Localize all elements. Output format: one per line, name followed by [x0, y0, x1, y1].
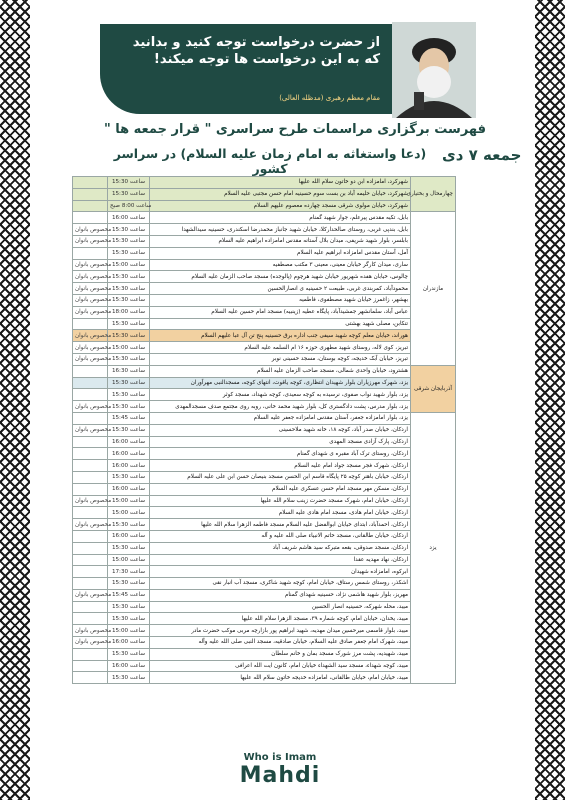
row-audience: [73, 188, 108, 200]
row-time: ساعت 15:30: [108, 613, 150, 625]
row-audience: [73, 660, 108, 672]
row-time: ساعت 15:00: [108, 625, 150, 637]
row-audience: [73, 436, 108, 448]
schedule-row: [73, 554, 456, 566]
row-location: بهشهر، زاغمرز خیابان شهید مصطفوی، فاطمیه: [150, 294, 411, 306]
row-location: یزد، بلوار شهید نواب صفوی، نرسیده به کوچه سعیدی، کوچه شهداد، مسجد کوثر: [150, 389, 411, 401]
row-location: میبد، بلوار قاسمی میرحسین میدان مهدیه، شهید ابراهیم پور بازارچه مربی موکب حضرت مادر: [150, 625, 411, 637]
province-cell: مازندران: [411, 212, 456, 365]
row-location: اردکان، خیابان امام، شهرک مسجد حضرت زینب سلام الله علیها: [150, 495, 411, 507]
province-cell: یزد: [411, 412, 456, 683]
row-time: ساعت 15:30: [108, 177, 150, 189]
schedule-row: [73, 471, 456, 483]
row-location: اردکان، خیابان طالقانی، مسجد خاتم الانبیاء صلی الله علیه و آله: [150, 530, 411, 542]
schedule-row: [73, 436, 456, 448]
quote-banner: [100, 24, 472, 114]
row-time: ساعت 16:30: [108, 365, 150, 377]
schedule-row: [73, 318, 456, 330]
row-audience: مخصوص بانوان: [73, 283, 108, 295]
row-audience: مخصوص بانوان: [73, 625, 108, 637]
row-time: ساعت 15:30: [108, 188, 150, 200]
row-time: ساعت 15:30: [108, 389, 150, 401]
row-time: ساعت 15:30: [108, 578, 150, 590]
row-location: هوراند، خیابان معلم کوچه شهید سیفی جنب اداره برق حسینیه پنج تن آل عبا علیهم السلام: [150, 330, 411, 342]
schedule-row: [73, 330, 456, 342]
row-location: میبد، کوچه شهداء، مسجد سید الشهداء خیابان امام، کانون ایت الله اعرافی: [150, 660, 411, 672]
row-audience: [73, 530, 108, 542]
row-time: ساعت 15:30: [108, 471, 150, 483]
row-time: ساعت 15:00: [108, 554, 150, 566]
schedule-row: [73, 365, 456, 377]
row-time: ساعت 15:45: [108, 589, 150, 601]
event-date: جمعه ۷ دی: [442, 146, 522, 164]
schedule-row: [73, 625, 456, 637]
row-audience: مخصوص بانوان: [73, 259, 108, 271]
row-audience: مخصوص بانوان: [73, 353, 108, 365]
page-title: فهرست برگزاری مراسمات طرح سراسری " قرار جمعه ها ": [103, 122, 487, 137]
schedule-row: [73, 542, 456, 554]
row-audience: [73, 389, 108, 401]
row-audience: مخصوص بانوان: [73, 294, 108, 306]
schedule-row: [73, 589, 456, 601]
row-audience: [73, 542, 108, 554]
row-time: ساعت 15:30: [108, 294, 150, 306]
row-location: تبریز، خیابان آبک خدیجه، کوچه بوستان، مسجد حسینی نوبر: [150, 353, 411, 365]
who-is-imam-mahdi-logo: [220, 752, 340, 792]
schedule-row: [73, 660, 456, 672]
row-audience: [73, 507, 108, 519]
row-audience: مخصوص بانوان: [73, 306, 108, 318]
row-time: ساعت 15:30: [108, 353, 150, 365]
row-time: ساعت 16:00: [108, 460, 150, 472]
row-time: ساعت 15:00: [108, 342, 150, 354]
row-time: ساعت 15:30: [108, 283, 150, 295]
row-time: ساعت 15:30: [108, 330, 150, 342]
row-time: ساعت 15:45: [108, 412, 150, 424]
row-location: میبد، شهیدیه، پشت مرز شورک مسجد بمان و خانم سلطان: [150, 648, 411, 660]
row-location: شهرکرد، خیابان حلیمه آباد بن بست سوم حسینیه امام حسن مجتبی علیه السلام: [150, 188, 411, 200]
quote-text: [120, 34, 380, 68]
row-location: ساری، میدان کارگر خیابان معینی، معینی ۳ مکتب مصطفیه: [150, 259, 411, 271]
quote-line-2: که به این درخواست ها توجه میکند!: [153, 52, 380, 67]
schedule-row: [73, 448, 456, 460]
row-location: اردکان، خیابان صدر آباد، کوچه ۱۸، خانه شهید ملاحسینی: [150, 424, 411, 436]
schedule-row: [73, 672, 456, 684]
row-time: ساعت 16:00: [108, 448, 150, 460]
row-time: ساعت 15:00: [108, 495, 150, 507]
row-location: اردکان، احمدآباد، ابتدای خیابان ابوالفضل علیه السلام مسجد فاطمه الزهرا سلام الله علیها: [150, 519, 411, 531]
schedule-row: [73, 306, 456, 318]
schedule-row: [73, 259, 456, 271]
schedule-row: [73, 613, 456, 625]
row-location: چالوس، خیابان هفده شهریور خیابان شهید هرچوم (پالوجده) مسجد صاحب الزمان علیه السلام: [150, 271, 411, 283]
row-audience: مخصوص بانوان: [73, 424, 108, 436]
row-time: ساعت 16:00: [108, 530, 150, 542]
row-time: ساعت 16:00: [108, 660, 150, 672]
schedule-row: [73, 389, 456, 401]
quote-line-1: از حضرت درخواست توجه کنید و بدانید: [132, 35, 380, 50]
row-time: ساعت 15:30: [108, 424, 150, 436]
keffiyeh-border-left: [0, 0, 30, 800]
row-time: ساعت 15:30: [108, 519, 150, 531]
row-location: اشکذر، روستای شمس رستاق، خیابان امام، کوچه شهید شاکری، مسجد آب انبار نقی: [150, 578, 411, 590]
schedule-row: [73, 412, 456, 424]
row-location: شهرکرد، خیابان مولوی شرقی مسجد چهارده معصوم علیهم السلام: [150, 200, 411, 212]
row-location: محمودآباد، کمربندی غربی، طبیعت ۲ حسینیه ی انصارالحسین: [150, 283, 411, 295]
row-location: یزد، بلوار مدرس، پشت دادگستری کل، بلوار شهید محمد خانی، روبه روی مجتمع صدف مسجدالمهدی: [150, 401, 411, 413]
row-location: عباس آباد، سلمانشهر جمشیدآباد، پایگاه عطیه (زینبیه) مسجد امام حسین علیه السلام: [150, 306, 411, 318]
row-audience: [73, 578, 108, 590]
schedule-row: [73, 401, 456, 413]
row-location: بابلسر، بلوار شهید شریفی، میدان بلال آستانه مقدس امامزاده ابراهیم علیه السلام: [150, 235, 411, 247]
quote-source: مقام معظم رهبری (مدظله العالی): [279, 94, 380, 102]
row-audience: [73, 318, 108, 330]
row-audience: مخصوص بانوان: [73, 235, 108, 247]
schedule-row: [73, 601, 456, 613]
row-audience: [73, 212, 108, 224]
row-audience: مخصوص بانوان: [73, 401, 108, 413]
row-time: ساعت 15:00: [108, 259, 150, 271]
row-location: هشترود، خیابان واحدی شمالی، مسجد صاحب الزمان علیه السلام: [150, 365, 411, 377]
row-location: شهرکرد، امامزاده ابن دو خاتون سلام الله علیها: [150, 177, 411, 189]
row-location: بابل، تکیه مقدس پیرعلم، جوار شهید گمنام: [150, 212, 411, 224]
row-audience: [73, 365, 108, 377]
page-subtitle: (دعا واستغاثه به امام زمان علیه السلام) در سراسر کشور: [113, 146, 427, 176]
row-time: ساعت 8:00 صبح: [108, 200, 150, 212]
keffiyeh-border-right: [535, 0, 565, 800]
row-audience: [73, 247, 108, 259]
row-location: اردکان، خیابان امام هادی، مسجد امام هادی علیه السلام: [150, 507, 411, 519]
row-time: ساعت 15:30: [108, 247, 150, 259]
logo-line-2: Mahdi: [239, 763, 321, 788]
row-time: ساعت 15:30: [108, 224, 150, 236]
schedule-row: [73, 578, 456, 590]
row-audience: مخصوص بانوان: [73, 342, 108, 354]
row-time: ساعت 16:00: [108, 483, 150, 495]
row-time: ساعت 16:00: [108, 637, 150, 649]
row-location: بابل، بندپی غربی، روستای صالحدارکلا، خیابان شهید جانباز محمدرضا اسکندری، حسینیه سیدالشهدا: [150, 224, 411, 236]
row-time: ساعت 15:30: [108, 601, 150, 613]
row-time: ساعت 16:00: [108, 436, 150, 448]
schedule-row: [73, 247, 456, 259]
schedule-row: [73, 283, 456, 295]
leader-portrait: [392, 22, 476, 118]
province-cell: آذربایجان شرقی: [411, 365, 456, 412]
row-location: میبد، یخدان، خیابان امام، کوچه شماره ۳۹، مسجد الزهرا سلام الله علیها: [150, 613, 411, 625]
schedule-table: [72, 176, 456, 684]
row-location: یزد، بلوار امامزاده جعفر، آستان مقدس امامزاده جعفر علیه السلام: [150, 412, 411, 424]
row-time: ساعت 15:30: [108, 542, 150, 554]
schedule-row: [73, 235, 456, 247]
row-time: ساعت 15:30: [108, 377, 150, 389]
row-time: ساعت 15:30: [108, 672, 150, 684]
schedule-row: [73, 342, 456, 354]
schedule-row: [73, 648, 456, 660]
row-time: ساعت 15:30: [108, 318, 150, 330]
row-audience: [73, 460, 108, 472]
row-time: ساعت 15:30: [108, 235, 150, 247]
schedule-row: [73, 188, 456, 200]
schedule-row: [73, 200, 456, 212]
row-time: ساعت 15:30: [108, 271, 150, 283]
row-time: ساعت 15:30: [108, 648, 150, 660]
row-audience: مخصوص بانوان: [73, 224, 108, 236]
province-cell: چهارمحال و بختیاری: [411, 177, 456, 212]
row-audience: [73, 483, 108, 495]
row-audience: [73, 200, 108, 212]
logo-line-1: Who is Imam: [243, 752, 317, 763]
schedule-row: [73, 377, 456, 389]
schedule-row: [73, 177, 456, 189]
row-location: میبد، خیابان امام، خیابان طالقانی، امامزاده خدیجه خاتون سلام الله علیها: [150, 672, 411, 684]
schedule-row: [73, 212, 456, 224]
row-audience: مخصوص بانوان: [73, 271, 108, 283]
row-audience: مخصوص بانوان: [73, 330, 108, 342]
schedule-row: [73, 507, 456, 519]
row-location: میبد، محله شهرکه، حسینیه انصار الحسین: [150, 601, 411, 613]
row-audience: مخصوص بانوان: [73, 495, 108, 507]
row-location: تنکابن، مصلی شهید بهشتی: [150, 318, 411, 330]
row-audience: مخصوص بانوان: [73, 519, 108, 531]
schedule-row: [73, 353, 456, 365]
schedule-row: [73, 460, 456, 472]
row-location: میبد، شهرک امام جعفر صادق علیه السلام، خیابان صادقیه، مسجد النبی صلی الله علیه وآله: [150, 637, 411, 649]
row-location: اردکان، مسجد صدوقی، بقعه متبرکه سید هاشم شریف آباد: [150, 542, 411, 554]
row-time: ساعت 18:00: [108, 306, 150, 318]
row-location: اردکان، شهرک فجر مسجد جواد امام علیه السلام: [150, 460, 411, 472]
schedule-row: [73, 294, 456, 306]
schedule-row: [73, 566, 456, 578]
row-audience: [73, 566, 108, 578]
row-location: ابرکوه، امامزاده شهیدان: [150, 566, 411, 578]
row-audience: [73, 613, 108, 625]
row-audience: [73, 554, 108, 566]
row-time: ساعت 15:30: [108, 401, 150, 413]
row-audience: [73, 412, 108, 424]
row-location: اردکان، پارک آزادی مسجد المهدی: [150, 436, 411, 448]
schedule-row: [73, 495, 456, 507]
schedule-row: [73, 224, 456, 236]
row-location: اردکان، مسکن مهر مسجد امام حسن عسکری علیه السلام: [150, 483, 411, 495]
schedule-row: [73, 519, 456, 531]
row-audience: مخصوص بانوان: [73, 589, 108, 601]
row-location: اردکان، نهاد مهدیه عقدا: [150, 554, 411, 566]
row-location: تبریز، کوی لاله، روستای شهید مطهری حوزه ۱۶ ام السلمه علیه السلام: [150, 342, 411, 354]
row-time: ساعت 17:30: [108, 566, 150, 578]
row-time: ساعت 16:00: [108, 212, 150, 224]
schedule-row: [73, 530, 456, 542]
row-audience: [73, 648, 108, 660]
schedule-row: [73, 637, 456, 649]
row-location: اردکان، روستای ترک آباد مقبره ی شهدای گمنام: [150, 448, 411, 460]
row-time: ساعت 15:00: [108, 507, 150, 519]
row-audience: [73, 448, 108, 460]
row-location: آمل، آستان مقدس امامزاده ابراهیم علیه السلام: [150, 247, 411, 259]
row-audience: [73, 601, 108, 613]
schedule-row: [73, 483, 456, 495]
row-audience: [73, 377, 108, 389]
schedule-row: [73, 424, 456, 436]
row-location: مهریز، بلوار شهید هاشمی نژاد، حسینیه شهدای گمنام: [150, 589, 411, 601]
row-location: یزد، شهرک مهرزیاران بلوار شهیدان انتظاری، کوچه یاقوت، انتهای کوچه، مسجدالنبی مهرآوران: [150, 377, 411, 389]
row-audience: [73, 471, 108, 483]
schedule-row: [73, 271, 456, 283]
row-audience: [73, 672, 108, 684]
row-audience: مخصوص بانوان: [73, 637, 108, 649]
row-audience: [73, 177, 108, 189]
row-location: اردکان، خیابان باهنر کوچه ۲۵ پایگاه قاسم ابن الحسن مسجد بنیصان حسن ابن علی علیه السلام: [150, 471, 411, 483]
